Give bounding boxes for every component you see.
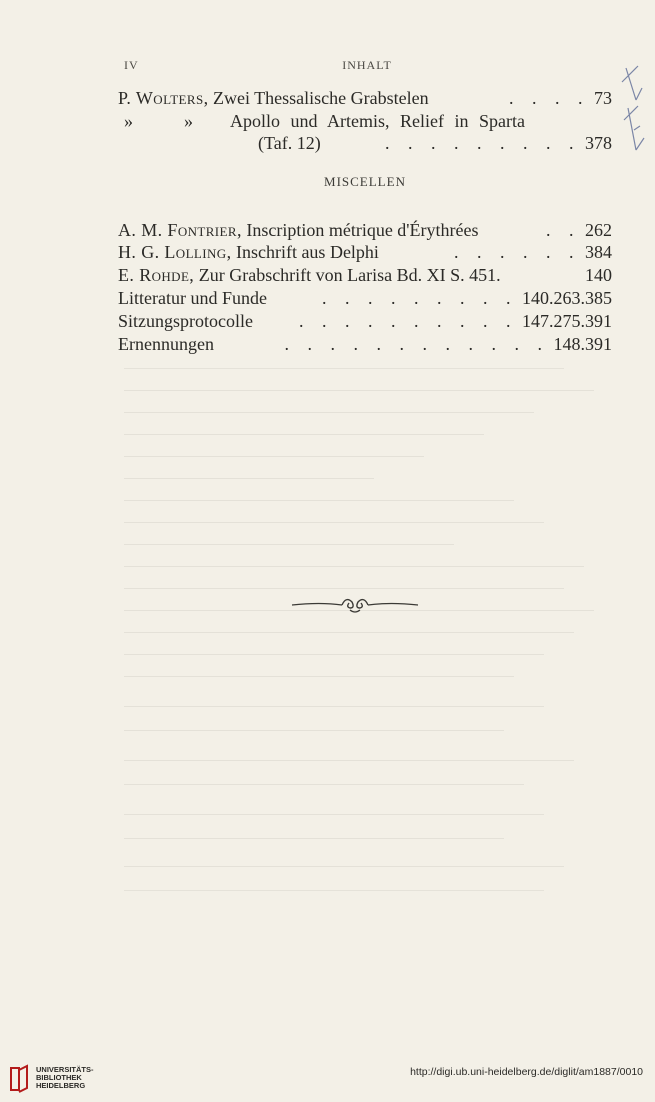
entry-title: Sitzungsprotocolle (118, 311, 253, 331)
entry-title: Litteratur und Funde (118, 288, 267, 308)
entry-leader: . . . . . . . . . (322, 288, 518, 308)
page-number: IV (124, 58, 139, 72)
entry-page: 384 (585, 242, 612, 262)
entry-page: 140 (585, 265, 612, 285)
entry-title: Inschrift aus Delphi (231, 242, 379, 262)
library-line: BIBLIOTHEK (36, 1073, 82, 1082)
entry-leader: . . . . . . . . . (385, 133, 581, 153)
toc-entry (118, 332, 612, 356)
entry-page: 378 (585, 133, 612, 153)
entry-leader: . . . . (509, 88, 590, 108)
entry-leader: . . . . . . (454, 242, 581, 262)
ditto-mark: » (184, 111, 193, 131)
entry-leader: . . . . . . . . . . (299, 311, 518, 331)
entry-author: E. Rohde, (118, 265, 195, 285)
section-title: MISCELLEN (324, 174, 406, 189)
entry-page: 140.263.385 (522, 288, 612, 308)
toc-entry (118, 240, 612, 264)
ditto-mark: » (124, 111, 133, 131)
entry-leader: . . (546, 220, 581, 240)
entry-author: P. Wolters, (118, 88, 209, 108)
toc-entry (118, 309, 612, 333)
entry-page: 262 (585, 220, 612, 240)
library-name (36, 1066, 94, 1090)
toc-entry (118, 218, 612, 242)
toc-entry (118, 131, 612, 155)
pencil-mark-icon (616, 60, 652, 160)
show-through (124, 360, 624, 920)
toc-entry (118, 109, 612, 133)
ornament-icon (290, 590, 420, 618)
entry-author: H. G. Lolling, (118, 242, 232, 262)
library-logo-icon (8, 1064, 30, 1094)
entry-title: Ernennungen (118, 334, 214, 354)
entry-title: Apollo und Artemis, Relief in Sparta (230, 111, 525, 131)
source-url[interactable]: http://digi.ub.uni-heidelberg.de/diglit/am1887/0010 (410, 1066, 643, 1078)
page-header (124, 58, 610, 78)
header-title: INHALT (342, 58, 392, 72)
entry-page: 73 (594, 88, 612, 108)
toc-entry (118, 86, 612, 110)
toc-entry (118, 286, 612, 310)
entry-title: Zur Grabschrift von Larisa Bd. XI S. 451. (194, 265, 501, 285)
library-line: UNIVERSITÄTS- (36, 1065, 94, 1074)
entry-page: 148.391 (553, 334, 612, 354)
library-line: HEIDELBERG (36, 1081, 86, 1090)
entry-page: 147.275.391 (522, 311, 612, 331)
entry-title: Inscription métrique d'Érythrées (241, 220, 479, 240)
entry-leader: . . . . . . . . . . . . (284, 334, 549, 354)
entry-title: Zwei Thessalische Grabstelen (208, 88, 429, 108)
entry-author: A. M. Fontrier, (118, 220, 242, 240)
toc-entry (118, 263, 612, 287)
entry-title: (Taf. 12) (258, 133, 321, 153)
